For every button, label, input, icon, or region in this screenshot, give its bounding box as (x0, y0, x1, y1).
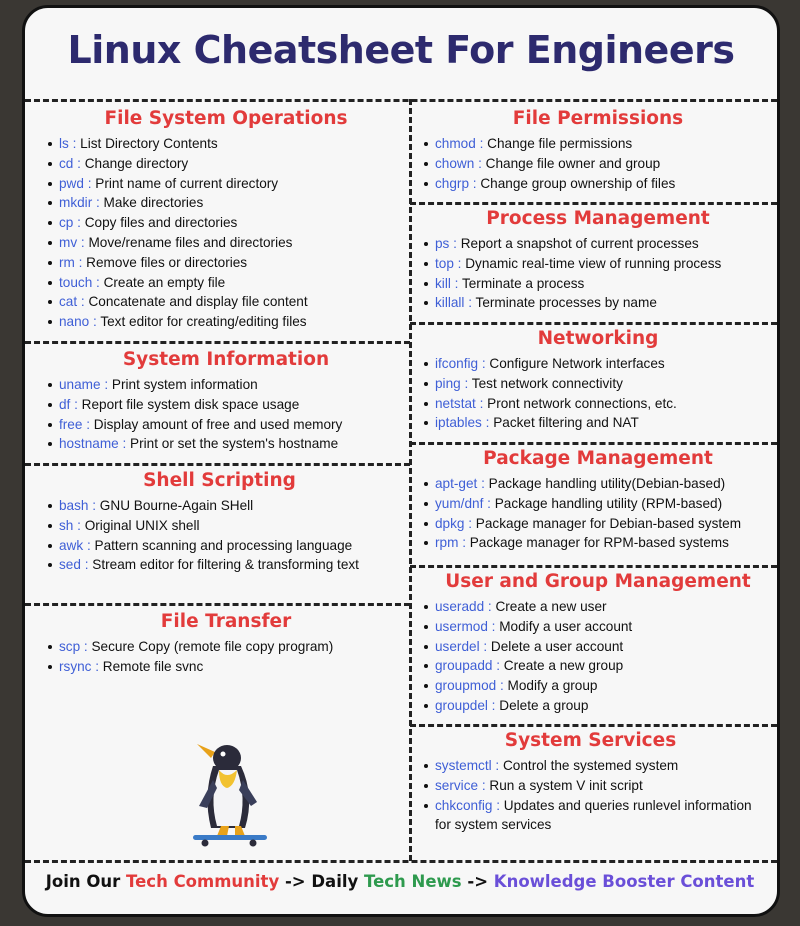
command-item (47, 174, 405, 194)
command-description: Modify a group (503, 678, 598, 694)
section-title: Process Management (486, 208, 710, 229)
command-item (423, 756, 758, 776)
command-name: top : (435, 255, 462, 271)
section-title: Package Management (483, 448, 713, 469)
section-file-permissions (423, 108, 773, 193)
command-item (423, 494, 773, 514)
command-name: hostname : (59, 436, 127, 452)
command-name: cat : (59, 294, 85, 310)
footer-tech-community: Tech Community (126, 872, 280, 891)
command-item (47, 233, 405, 253)
command-list (423, 597, 773, 716)
command-name: groupdel : (435, 697, 496, 713)
section-title: File Permissions (512, 108, 684, 129)
command-list (423, 474, 773, 553)
command-name: kill : (435, 275, 459, 291)
command-item (47, 434, 405, 454)
command-description: Pront network connections, etc. (483, 395, 677, 411)
divider-left-2 (25, 463, 410, 466)
section-title: Networking (537, 328, 659, 349)
section-title: Shell Scripting (143, 470, 296, 491)
footer-text: Join Our (45, 872, 127, 891)
command-item (47, 134, 405, 154)
command-name: service : (435, 777, 486, 793)
command-item (47, 375, 405, 395)
command-description: Concatenate and display file content (84, 294, 308, 310)
command-name: usermod : (435, 618, 496, 634)
command-item (47, 415, 405, 435)
command-description: GNU Bourne-Again SHell (96, 498, 254, 513)
command-item (47, 253, 405, 273)
command-list (47, 134, 405, 332)
footer-text: -> (461, 872, 494, 891)
command-item (423, 274, 773, 294)
command-description: Change group ownership of files (476, 175, 676, 191)
divider-left-3 (25, 603, 410, 606)
command-item (47, 193, 405, 213)
command-name: df : (59, 396, 78, 412)
section-shell-scripting (47, 470, 392, 575)
command-item (47, 516, 392, 536)
command-description: Terminate a process (458, 275, 585, 291)
command-name: cp : (59, 215, 81, 231)
command-item (423, 696, 773, 716)
command-description: Remove files or directories (82, 254, 248, 270)
command-item (423, 174, 773, 194)
section-networking (423, 328, 773, 433)
command-item (423, 234, 773, 254)
section-title: User and Group Management (445, 571, 751, 592)
command-item (423, 374, 773, 394)
section-package-management (423, 448, 773, 553)
command-item (423, 154, 773, 174)
command-name: bash : (59, 498, 97, 513)
command-description: Configure Network interfaces (485, 356, 665, 371)
command-description: Create a new group (500, 658, 624, 674)
section-title: File Transfer (160, 611, 292, 632)
command-name: groupadd : (435, 658, 501, 674)
command-description: Updates and queries runlevel information for system services (435, 797, 752, 833)
command-description: List Directory Contents (76, 136, 218, 151)
command-item (423, 254, 773, 274)
command-item (423, 394, 773, 414)
command-item (423, 413, 773, 433)
command-description: Control the systemed system (499, 758, 679, 773)
command-list (47, 375, 405, 454)
command-description: Package manager for Debian-based system (472, 515, 742, 531)
command-name: dpkg : (435, 515, 473, 531)
section-process-management (423, 208, 773, 313)
section-file-system (47, 108, 405, 332)
command-description: Original UNIX shell (80, 517, 200, 533)
command-name: touch : (59, 274, 100, 290)
command-list (423, 756, 758, 835)
command-item (47, 395, 405, 415)
command-name: apt-get : (435, 476, 485, 491)
command-item (423, 637, 773, 657)
command-item (423, 597, 773, 617)
command-name: ping : (435, 375, 469, 391)
command-item (423, 656, 773, 676)
command-list (423, 234, 773, 313)
command-description: Stream editor for filtering & transforming text (88, 557, 359, 573)
command-name: ifconfig : (435, 356, 486, 371)
command-item (47, 312, 405, 332)
command-item (423, 514, 773, 534)
command-item (47, 213, 405, 233)
command-name: systemctl : (435, 758, 500, 773)
command-name: nano : (59, 314, 97, 330)
command-item (423, 354, 773, 374)
footer-knowledge-booster: Knowledge Booster Content (493, 872, 755, 891)
divider-right-1 (410, 202, 777, 205)
command-name: sed : (59, 557, 89, 573)
command-name: userdel : (435, 638, 488, 654)
command-name: yum/dnf : (435, 495, 491, 511)
command-description: Delete a user account (487, 638, 624, 654)
page-title: Linux Cheatsheet For Engineers (67, 28, 735, 72)
command-description: Display amount of free and used memory (89, 416, 343, 432)
command-name: free : (59, 416, 90, 432)
section-user-group-management (423, 571, 773, 716)
command-name: chgrp : (435, 175, 477, 191)
command-description: Pattern scanning and processing language (90, 537, 353, 553)
command-item (423, 293, 773, 313)
command-item (423, 474, 773, 494)
command-name: awk : (59, 537, 91, 553)
command-description: Print or set the system's hostname (126, 436, 339, 452)
section-file-transfer (47, 611, 405, 677)
command-description: Package manager for RPM-based systems (465, 535, 729, 551)
command-item (47, 496, 392, 516)
command-item (47, 637, 405, 657)
command-name: rpm : (435, 535, 466, 551)
command-item (423, 533, 773, 553)
command-description: Create a new user (491, 599, 607, 614)
command-name: cd : (59, 155, 81, 171)
section-title: System Information (122, 349, 330, 370)
command-name: mkdir : (59, 195, 100, 211)
command-name: iptables : (435, 415, 490, 431)
command-description: Print name of current directory (91, 175, 279, 191)
penguin-skateboard-illustration (175, 736, 285, 848)
divider-bottom (25, 860, 777, 863)
command-description: Make directories (99, 195, 204, 211)
command-list (47, 496, 392, 575)
command-description: Change directory (80, 155, 189, 171)
command-name: scp : (59, 639, 88, 654)
divider-right-5 (410, 724, 777, 727)
command-description: Delete a group (495, 697, 589, 713)
command-name: ls : (59, 136, 77, 151)
command-description: Test network connectivity (468, 375, 623, 391)
divider-left-1 (25, 341, 410, 344)
command-description: Packet filtering and NAT (489, 415, 639, 431)
command-item (423, 617, 773, 637)
command-description: Text editor for creating/editing files (96, 314, 307, 330)
divider-right-4 (410, 565, 777, 568)
command-item (47, 292, 405, 312)
divider-top (25, 99, 777, 102)
command-name: rsync : (59, 658, 100, 674)
command-description: Modify a user account (495, 618, 633, 634)
command-item (423, 676, 773, 696)
footer-text: -> Daily (279, 872, 365, 891)
divider-right-3 (410, 442, 777, 445)
command-description: Move/rename files and directories (84, 234, 293, 250)
command-description: Copy files and directories (80, 215, 238, 231)
command-description: Package handling utility (RPM-based) (490, 495, 723, 511)
command-description: Report a snapshot of current processes (456, 236, 699, 251)
command-description: Run a system V init script (485, 777, 643, 793)
command-description: Change file permissions (483, 136, 633, 151)
command-list (423, 134, 773, 193)
section-system-services (423, 730, 758, 835)
command-name: chkconfig : (435, 797, 500, 813)
divider-right-2 (410, 322, 777, 325)
command-description: Report file system disk space usage (77, 396, 300, 412)
section-system-information (47, 349, 405, 454)
command-name: chown : (435, 155, 482, 171)
command-name: chmod : (435, 136, 484, 151)
command-description: Change file owner and group (481, 155, 661, 171)
command-description: Package handling utility(Debian-based) (484, 476, 726, 491)
command-description: Create an empty file (99, 274, 226, 290)
command-item (47, 536, 392, 556)
command-list (423, 354, 773, 433)
command-name: sh : (59, 517, 81, 533)
command-item (423, 776, 758, 796)
command-name: netstat : (435, 395, 484, 411)
command-description: Dynamic real-time view of running process (461, 255, 722, 271)
command-name: killall : (435, 295, 473, 311)
command-name: mv : (59, 234, 85, 250)
command-item (47, 273, 405, 293)
command-item (47, 154, 405, 174)
section-title: File System Operations (104, 108, 348, 129)
cheatsheet-card (22, 5, 780, 917)
command-name: rm : (59, 254, 83, 270)
command-description: Terminate processes by name (472, 295, 657, 311)
footer-banner (0, 872, 800, 891)
command-item (47, 555, 392, 575)
command-name: uname : (59, 377, 109, 392)
command-description: Remote file svnc (99, 658, 204, 674)
command-item (47, 657, 405, 677)
command-name: pwd : (59, 175, 92, 191)
command-list (47, 637, 405, 677)
command-name: useradd : (435, 599, 492, 614)
footer-tech-news: Tech News (364, 872, 462, 891)
command-name: groupmod : (435, 678, 504, 694)
section-title: System Services (504, 730, 677, 751)
command-description: Secure Copy (remote file copy program) (87, 639, 334, 654)
command-description: Print system information (108, 377, 258, 392)
command-name: ps : (435, 236, 457, 251)
command-item (423, 796, 758, 836)
command-item (423, 134, 773, 154)
divider-vertical (409, 99, 412, 861)
